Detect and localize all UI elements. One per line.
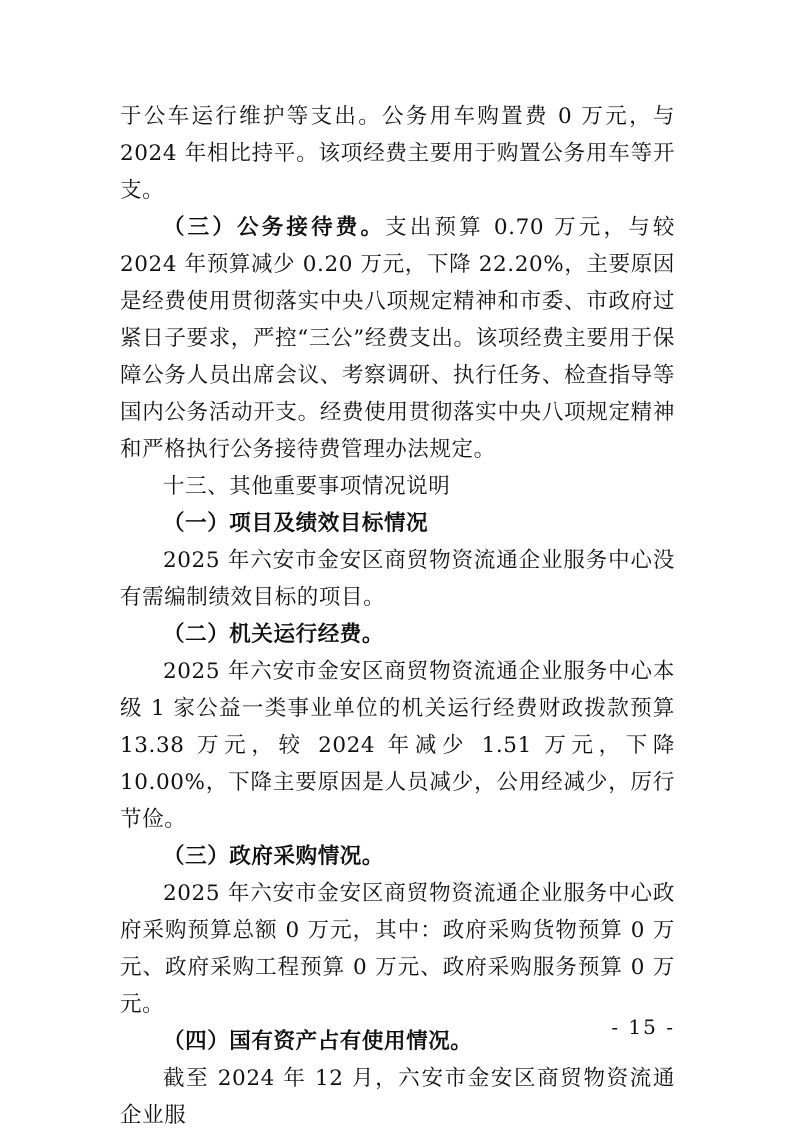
section-heading-13: 十三、其他重要事项情况说明 — [163, 474, 451, 499]
paragraph-state-assets: 截至 2024 年 12 月，六安市金安区商贸物资流通企业服 — [120, 1066, 675, 1128]
paragraph-procurement: 2025 年六安市金安区商贸物资流通企业服务中心政府采购预算总额 0 万元，其中：政府采购货物预算 0 万元、政府采购工程预算 0 万元、政府采购服务预算 0 万元。 — [120, 881, 675, 1017]
paragraph-vehicle-costs: 于公车运行维护等支出。公务用车购置费 0 万元，与 2024 年相比持平。该项经费主要用于购置公务用车等开支。 — [120, 104, 675, 203]
subheading-operating-costs: （二）机关运行经费。 — [163, 622, 385, 647]
page-number: - 15 - — [611, 1015, 675, 1039]
paragraph-projects-performance: 2025 年六安市金安区商贸物资流通企业服务中心没有需编制绩效目标的项目。 — [120, 548, 675, 610]
paragraph-reception — [120, 209, 675, 468]
subheading-projects-performance: （一）项目及绩效目标情况 — [163, 511, 429, 536]
reception-label: （三）公务接待费。 — [163, 215, 386, 240]
reception-text: 支出预算 0.70 万元，与较 2024 年预算减少 0.20 万元，下降 22.20%，主要原因是经费使用贯彻落实中央八项规定精神和市委、市政府过紧日子要求，严控“三公”经费支出。该项经费主要用于保障公务人员出席会议、考察调研、执行任务、检查指导等国内公务活动开支。经费使用贯彻落实中央八项规定精神和严格执行公务接待费管理办法规定。 — [120, 215, 675, 462]
paragraph-operating-costs: 2025 年六安市金安区商贸物资流通企业服务中心本级 1 家公益一类事业单位的机关运行经费财政拨款预算 13.38 万元，较 2024 年减少 1.51 万元，下降 10.00%，下降主要原因是人员减少，公用经减少，厉行节俭。 — [120, 659, 675, 832]
subheading-procurement: （三）政府采购情况。 — [163, 844, 385, 869]
subheading-state-assets: （四）国有资产占有使用情况。 — [163, 1029, 473, 1054]
